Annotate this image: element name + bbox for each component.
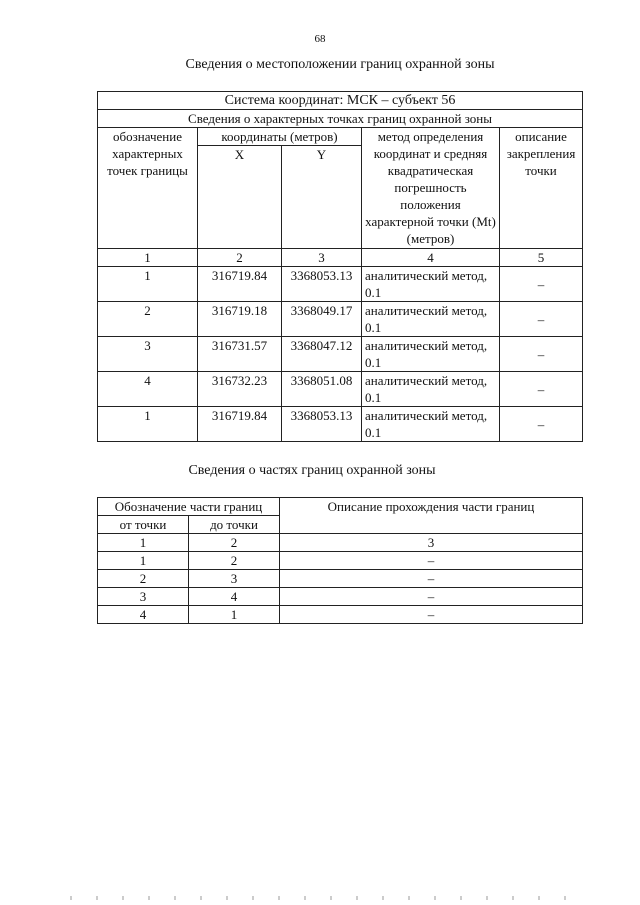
header-coordinates: координаты (метров) [198, 128, 362, 146]
column-number: 2 [198, 249, 282, 267]
to-point: 1 [189, 606, 280, 624]
method: аналитический метод, 0.1 [362, 267, 500, 302]
coordinate-system: Система координат: МСК – субъект 56 [98, 92, 583, 110]
column-numbers-row [98, 249, 583, 267]
point-id: 3 [98, 337, 198, 372]
coord-y: 3368051.08 [282, 372, 362, 407]
column-number: 5 [500, 249, 583, 267]
header-to-point: до точки [189, 516, 280, 534]
to-point: 2 [189, 552, 280, 570]
page-number: 68 [314, 33, 326, 45]
method: аналитический метод, 0.1 [362, 337, 500, 372]
method: аналитический метод, 0.1 [362, 407, 500, 442]
part-description: – [280, 570, 583, 588]
scan-artifact-marks [70, 896, 580, 900]
boundary-parts-table [97, 497, 583, 624]
points-section-title: Сведения о характерных точках границ охранной зоны [98, 110, 583, 128]
fixing: – [500, 267, 583, 302]
coord-y: 3368047.12 [282, 337, 362, 372]
column-number: 3 [282, 249, 362, 267]
fixing: – [500, 337, 583, 372]
header-fixing: описание закрепления точки [500, 128, 583, 249]
header-from-point: от точки [98, 516, 189, 534]
page-title: Сведения о местоположении границ охранной зоны [185, 57, 495, 72]
part-description: – [280, 588, 583, 606]
table-row [98, 267, 583, 302]
from-point: 4 [98, 606, 189, 624]
part-description: – [280, 552, 583, 570]
fixing: – [500, 302, 583, 337]
point-id: 4 [98, 372, 198, 407]
column-number: 1 [98, 249, 198, 267]
column-numbers-row [98, 534, 583, 552]
coord-x: 316719.84 [198, 267, 282, 302]
coord-x: 316719.84 [198, 407, 282, 442]
from-point: 3 [98, 588, 189, 606]
column-number: 2 [189, 534, 280, 552]
header-part-designation: Обозначение части границ [98, 498, 280, 516]
coord-x: 316732.23 [198, 372, 282, 407]
to-point: 4 [189, 588, 280, 606]
coord-x: 316731.57 [198, 337, 282, 372]
table-row [98, 606, 583, 624]
from-point: 2 [98, 570, 189, 588]
table-row [98, 337, 583, 372]
point-id: 2 [98, 302, 198, 337]
method: аналитический метод, 0.1 [362, 372, 500, 407]
characteristic-points-table [97, 91, 583, 442]
method: аналитический метод, 0.1 [362, 302, 500, 337]
table-row [98, 570, 583, 588]
header-y: Y [282, 146, 362, 249]
table-row [98, 588, 583, 606]
coord-y: 3368053.13 [282, 267, 362, 302]
header-method: метод определения координат и средняя квадратическая погрешность положения характерной точки (Mt) (метров) [362, 128, 500, 249]
coord-y: 3368049.17 [282, 302, 362, 337]
header-x: X [198, 146, 282, 249]
table-row [98, 302, 583, 337]
column-number: 3 [280, 534, 583, 552]
column-number: 1 [98, 534, 189, 552]
point-id: 1 [98, 407, 198, 442]
from-point: 1 [98, 552, 189, 570]
table-row [98, 552, 583, 570]
to-point: 3 [189, 570, 280, 588]
point-id: 1 [98, 267, 198, 302]
fixing: – [500, 372, 583, 407]
table-row [98, 407, 583, 442]
column-number: 4 [362, 249, 500, 267]
coord-x: 316719.18 [198, 302, 282, 337]
coord-y: 3368053.13 [282, 407, 362, 442]
fixing: – [500, 407, 583, 442]
part-description: – [280, 606, 583, 624]
parts-title: Сведения о частях границ охранной зоны [188, 463, 436, 478]
table-row [98, 372, 583, 407]
header-part-description: Описание прохождения части границ [280, 498, 583, 534]
header-designation: обозначение характерных точек границы [98, 128, 198, 249]
